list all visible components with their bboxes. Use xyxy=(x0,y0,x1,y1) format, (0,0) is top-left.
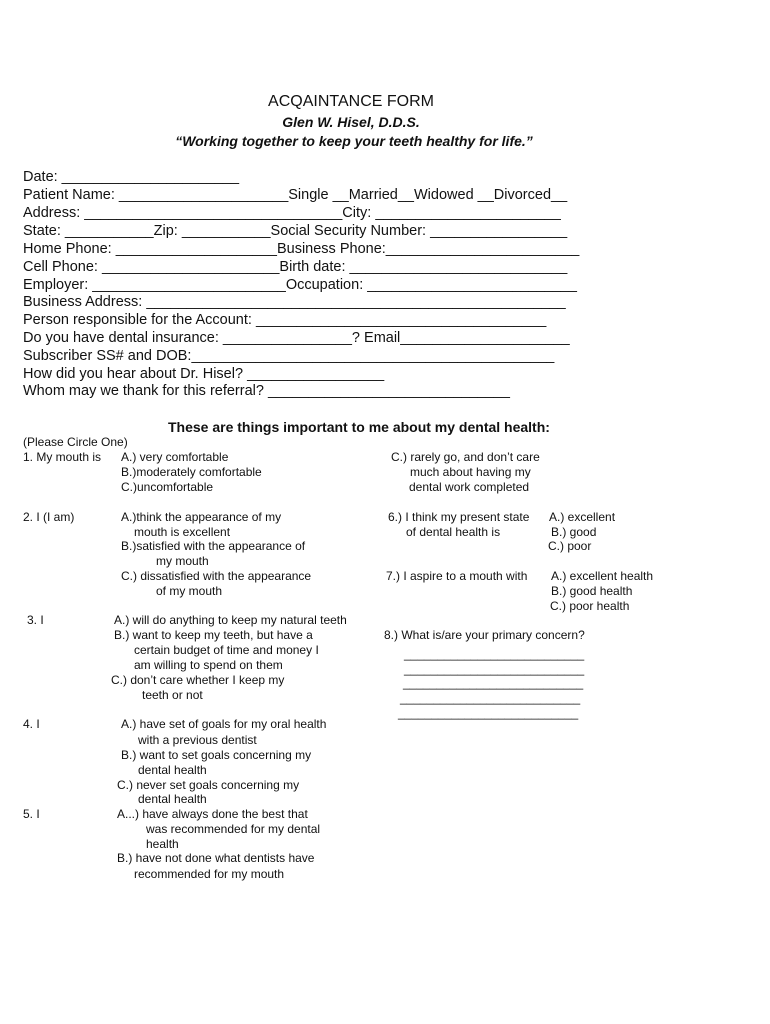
q4-option-b[interactable]: B.) want to set goals concerning my xyxy=(121,748,312,762)
q5-option-a-cont: health xyxy=(146,837,179,851)
field-how-heard[interactable]: How did you hear about Dr. Hisel? _________________ xyxy=(23,366,385,382)
field-home-phone[interactable]: Home Phone: ____________________Business Phone:________________________ xyxy=(23,241,580,257)
field-responsible-person[interactable]: Person responsible for the Account: ____________________________________ xyxy=(23,312,547,328)
q2-option-b-cont: my mouth xyxy=(156,554,209,568)
q3-option-b[interactable]: B.) want to keep my teeth, but have a xyxy=(114,628,313,642)
doctor-name: Glen W. Hisel, D.D.S. xyxy=(282,114,420,130)
field-business-address[interactable]: Business Address: ____________________________________________________ xyxy=(23,294,566,310)
q2-option-c-cont: of my mouth xyxy=(156,584,223,598)
q4-option-b-cont: dental health xyxy=(138,763,207,777)
field-cell-phone[interactable]: Cell Phone: ______________________Birth date: ___________________________ xyxy=(23,259,568,275)
q3-label: 3. I xyxy=(27,613,44,627)
q5-option-a-cont: was recommended for my dental xyxy=(146,822,321,836)
field-dental-insurance[interactable]: Do you have dental insurance: ________________? Email_____________________ xyxy=(23,330,570,346)
q3-option-b-cont: certain budget of time and money I xyxy=(134,643,319,657)
q1-option-a[interactable]: A.) very comfortable xyxy=(121,450,229,464)
q1-label: 1. My mouth is xyxy=(23,450,102,464)
q6-option-c[interactable]: C.) poor xyxy=(548,539,592,553)
field-address[interactable]: Address: ________________________________City: _______________________ xyxy=(23,205,561,221)
instruction: (Please Circle One) xyxy=(23,435,128,449)
q5-option-b-cont: recommended for my mouth xyxy=(134,867,285,881)
q3-option-c-cont: teeth or not xyxy=(142,688,203,702)
q4-option-c[interactable]: C.) never set goals concerning my xyxy=(117,778,300,792)
q6-question-cont: of dental health is xyxy=(406,525,501,539)
q5-option-a[interactable]: A...) have always done the best that xyxy=(117,807,308,821)
q8-answer-line[interactable]: ___________________________ xyxy=(398,706,579,720)
q7-option-a[interactable]: A.) excellent health xyxy=(551,569,654,583)
q8-answer-line[interactable]: ___________________________ xyxy=(404,662,585,676)
q5-option-b[interactable]: B.) have not done what dentists have xyxy=(117,851,315,865)
q1-option-c[interactable]: C.)uncomfortable xyxy=(121,480,214,494)
field-employer[interactable]: Employer: ________________________Occupation: __________________________ xyxy=(23,277,577,293)
q1-option-c-right[interactable]: C.) rarely go, and don’t care xyxy=(391,450,540,464)
q7-option-c[interactable]: C.) poor health xyxy=(550,599,630,613)
q8-answer-line[interactable]: ___________________________ xyxy=(403,676,584,690)
q3-option-a[interactable]: A.) will do anything to keep my natural teeth xyxy=(114,613,347,627)
q8-answer-line[interactable]: ___________________________ xyxy=(400,691,581,705)
q2-option-b[interactable]: B.)satisfied with the appearance of xyxy=(121,539,306,553)
q8-question: 8.) What is/are your primary concern? xyxy=(384,628,585,642)
field-subscriber[interactable]: Subscriber SS# and DOB:_____________________________________________ xyxy=(23,348,555,364)
field-patient-name[interactable]: Patient Name: _____________________Single __Married__Widowed __Divorced__ xyxy=(23,187,568,203)
q7-question: 7.) I aspire to a mouth with xyxy=(386,569,528,583)
field-date[interactable]: Date: ______________________ xyxy=(23,169,240,185)
q3-option-b-cont: am willing to spend on them xyxy=(134,658,283,672)
q8-answer-line[interactable]: ___________________________ xyxy=(404,647,585,661)
q7-option-b[interactable]: B.) good health xyxy=(551,584,633,598)
q6-option-a[interactable]: A.) excellent xyxy=(549,510,616,524)
field-referral[interactable]: Whom may we thank for this referral? ______________________________ xyxy=(23,383,510,399)
q4-label: 4. I xyxy=(23,717,40,731)
q2-option-a[interactable]: A.)think the appearance of my xyxy=(121,510,282,524)
form-title: ACQAINTANCE FORM xyxy=(268,93,434,110)
q4-option-a-cont: with a previous dentist xyxy=(138,733,257,747)
q6-option-b[interactable]: B.) good xyxy=(551,525,597,539)
q2-label: 2. I (I am) xyxy=(23,510,75,524)
q6-question: 6.) I think my present state xyxy=(388,510,530,524)
section-title: These are things important to me about my dental health: xyxy=(168,419,550,435)
q1-option-b[interactable]: B.)moderately comfortable xyxy=(121,465,262,479)
q1-option-c-right-line: much about having my xyxy=(410,465,531,479)
q2-option-c[interactable]: C.) dissatisfied with the appearance xyxy=(121,569,312,583)
q5-label: 5. I xyxy=(23,807,40,821)
q4-option-c-cont: dental health xyxy=(138,792,207,806)
motto: “Working together to keep your teeth healthy for life.” xyxy=(175,133,533,149)
q4-option-a[interactable]: A.) have set of goals for my oral health xyxy=(121,717,327,731)
q1-option-c-right-line: dental work completed xyxy=(409,480,530,494)
field-state[interactable]: State: ___________Zip: ___________Social Security Number: _________________ xyxy=(23,223,568,239)
q2-option-a-cont: mouth is excellent xyxy=(134,525,231,539)
q3-option-c[interactable]: C.) don’t care whether I keep my xyxy=(111,673,285,687)
